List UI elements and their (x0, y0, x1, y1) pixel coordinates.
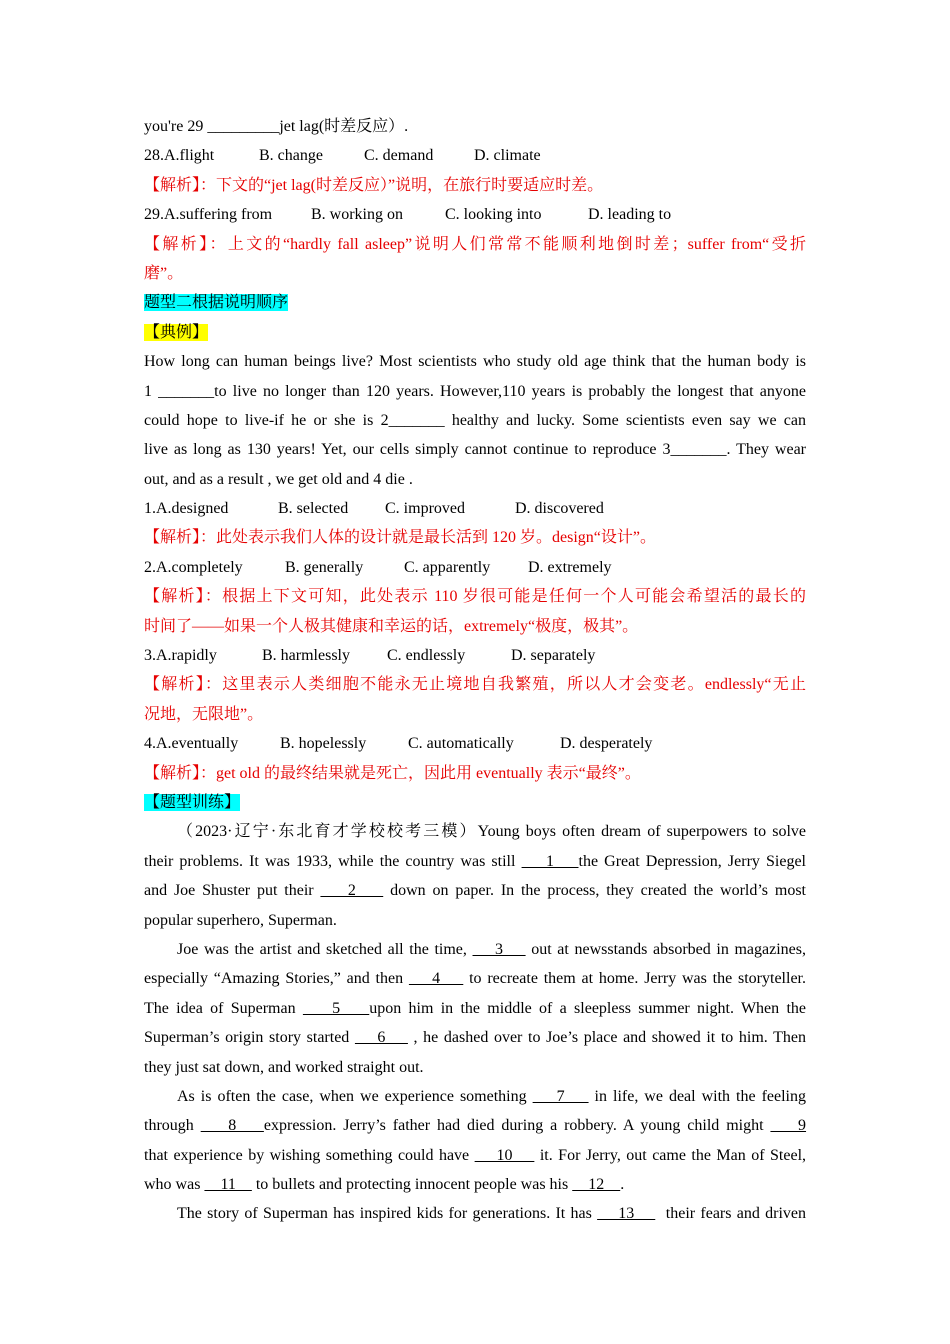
option-b: B. selected (278, 500, 349, 518)
explanation: 【解析】：下文的“jet lag(时差反应）”说明，在旅行时要适应时差。 (144, 176, 604, 194)
option-d: D. separately (511, 647, 596, 665)
blank-6: 6 (354, 1029, 408, 1047)
explanation: 【解析】：上文的“hardly fall asleep”说明人们常常不能顺利地倒时差；suffer from“受折 (144, 235, 806, 253)
option-a: 3.A.rapidly (144, 647, 217, 665)
blank-4: 4 (408, 970, 464, 988)
option-b: B. generally (285, 558, 364, 576)
explanation: 时间了——如果一个人极其健康和幸运的话，extremely“极度，极其”。 (144, 617, 639, 635)
example-text: out, and as a result , we get old and 4 die . (144, 470, 413, 488)
explanation: 磨”。 (144, 264, 184, 282)
passage-line: As is often the case, when we experience something 7 in life, we deal with the feeling (177, 1087, 807, 1105)
passage-line: their problems. It was 1933, while the country was still 1 the Great Depression, Jerry Siegel (144, 852, 807, 870)
example-text: How long can human beings live? Most scientists who study old age think that the human body is (144, 353, 806, 371)
explanation: 【解析】：get old 的最终结果就是死亡，因此用 eventually 表示“最终”。 (144, 764, 641, 782)
option-c: C. demand (364, 147, 434, 165)
passage-line: especially “Amazing Stories,” and then 4 to recreate them at home. Jerry was the storyteller. (144, 970, 806, 988)
option-c: C. apparently (404, 558, 491, 576)
explanation: 【解析】：根据上下文可知，此处表示 110 岁很可能是任何一个人可能会希望活的最长的 (144, 588, 806, 606)
option-a: 2.A.completely (144, 558, 243, 576)
document-page (144, 112, 806, 1229)
option-d: D. climate (474, 147, 541, 165)
explanation: 【解析】：这里表示人类细胞不能永无止境地自我繁殖，所以人才会变老。endlessly“无止 (144, 676, 806, 694)
option-d: D. desperately (560, 735, 653, 753)
blank-2: 2 (320, 882, 384, 900)
option-d: D. leading to (588, 206, 672, 224)
option-b: B. change (259, 147, 323, 165)
blank-12: 12 (572, 1176, 621, 1194)
option-c: C. automatically (408, 735, 514, 753)
example-text: could hope to live-if he or she is 2_______ healthy and lucky. Some scientists even say we can (144, 411, 806, 429)
example-4-options (144, 729, 806, 758)
example-heading (144, 318, 806, 347)
option-b: B. working on (311, 206, 403, 224)
question-28-options (144, 141, 806, 170)
passage-line: The idea of Superman 5 upon him in the middle of a sleepless summer night. When the (144, 999, 806, 1017)
question-29-options (144, 200, 806, 229)
section-heading (144, 288, 806, 317)
passage-line: Superman’s origin story started 6 , he dashed over to Joe’s place and showed it to him. Then (144, 1029, 806, 1047)
option-b: B. harmlessly (262, 647, 350, 665)
passage-line: Joe was the artist and sketched all the time, 3 out at newsstands absorbed in magazines, (177, 940, 806, 958)
passage-line: they just sat down, and worked straight out. (144, 1058, 424, 1076)
blank-13: 13 (597, 1205, 656, 1223)
passage-line: and Joe Shuster put their 2 down on paper. In the process, they created the world’s most (144, 882, 806, 900)
example-text: live as long as 130 years! Yet, our cells simply cannot continue to reproduce 3_______. They wear (144, 441, 806, 459)
passage-line: through 8 expression. Jerry’s father had died during a robbery. A young child might 9 (144, 1117, 807, 1135)
blank-9: 9 (770, 1117, 807, 1135)
option-a: 29.A.suffering from (144, 206, 273, 224)
option-c: C. improved (385, 500, 465, 518)
passage-line: popular superhero, Superman. (144, 911, 337, 929)
option-a: 1.A.designed (144, 500, 229, 518)
example-1-options (144, 494, 806, 523)
blank-8: 8 (200, 1117, 264, 1135)
option-c: C. looking into (445, 206, 542, 224)
option-a: 4.A.eventually (144, 735, 239, 753)
example-3-options (144, 641, 806, 670)
training-heading (144, 788, 806, 817)
passage-line: （2023·辽宁·东北育才学校校考三模）Young boys often dream of superpowers to solve (177, 823, 806, 841)
passage-line: that experience by wishing something could have 10 it. For Jerry, out came the Man of Steel, (144, 1146, 807, 1164)
blank-10: 10 (474, 1146, 535, 1164)
explanation: 况地，无限地”。 (144, 705, 264, 723)
blank-5: 5 (302, 999, 370, 1017)
blank-3: 3 (472, 940, 526, 958)
blank-11: 11 (204, 1176, 252, 1194)
option-a: 28.A.flight (144, 147, 215, 165)
passage-line: The story of Superman has inspired kids for generations. It has 13 their fears and driven (177, 1205, 806, 1223)
example-2-options (144, 553, 806, 582)
option-d: D. extremely (528, 558, 612, 576)
option-c: C. endlessly (387, 647, 466, 665)
section-title: 题型二根据说明顺序 (144, 294, 289, 312)
option-b: B. hopelessly (280, 735, 367, 753)
training-title: 【题型训练】 (144, 793, 241, 811)
example-text: 1 _______to live no longer than 120 years. However,110 years is probably the longest that anyone (144, 382, 806, 400)
blank-1: 1 (521, 852, 579, 870)
text-line: you're 29 _________jet lag(时差反应）. (144, 118, 409, 135)
blank-7: 7 (532, 1087, 589, 1105)
option-d: D. discovered (515, 500, 604, 518)
passage-line: who was 11 to bullets and protecting innocent people was his 12 . (144, 1176, 625, 1194)
explanation: 【解析】：此处表示我们人体的设计就是最长活到 120 岁。design“设计”。 (144, 529, 656, 547)
example-label: 【典例】 (144, 323, 209, 341)
